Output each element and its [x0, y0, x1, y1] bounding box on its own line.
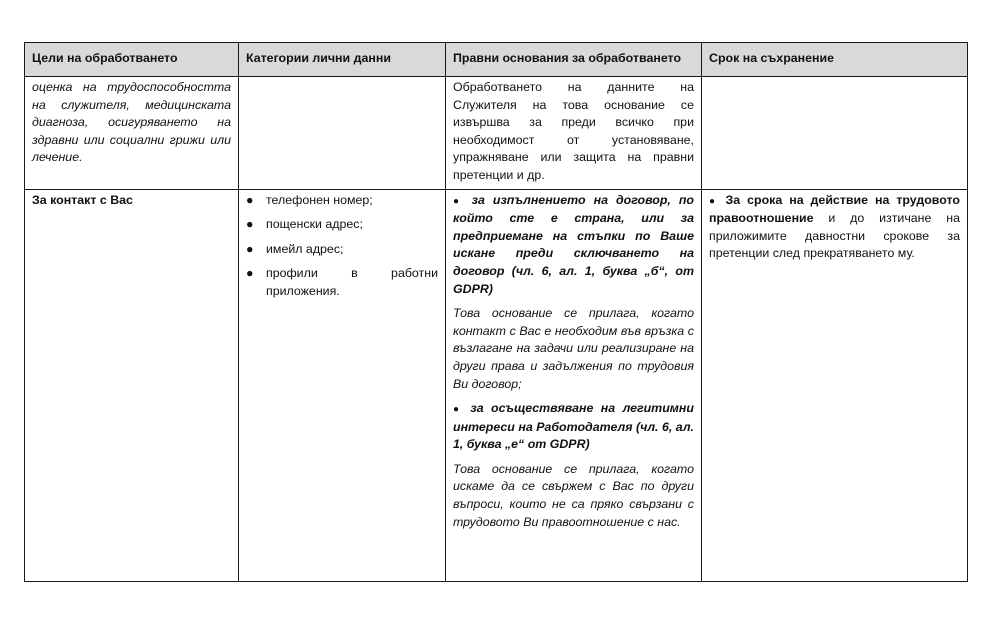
legal-basis-contract-text: Това основание се прилага, когато контакт с Вас е необходим във връзка с възлагане на задачи или реализиране на други права и задължения по трудовия Ви договор;: [453, 306, 694, 391]
bullet-icon: ●: [709, 195, 719, 207]
category-work-app-profiles: профили в работни приложения.: [266, 266, 438, 298]
retention-rest-text: и до изтичане на приложимите давностни срокове за претенции след прекратяването му.: [709, 211, 960, 261]
list-item: [246, 216, 438, 234]
table-row: [25, 77, 968, 190]
list-item: [246, 192, 438, 210]
legitimate-interest-text: за осъществяване на легитимни интереси на Работодателя (чл. 6, ал. 1, буква „е“ от GDPR): [453, 401, 694, 452]
row1-purpose-cell: оценка на трудоспособността на служителя, медицинската диагноза, осигуряването на здравни или социални грижи или лечение.: [25, 77, 239, 190]
list-item: [246, 265, 438, 300]
header-purpose: Цели на обработването: [25, 43, 239, 77]
bullet-icon: ●: [246, 192, 254, 207]
bullet-icon: ●: [246, 266, 254, 281]
legal-basis-contract-heading: [453, 192, 694, 299]
row2-categories-cell: [239, 189, 446, 581]
bullet-icon: ●: [453, 195, 464, 207]
header-legal-basis: Правни основания за обработването: [446, 43, 702, 77]
category-postal-address: пощенски адрес;: [266, 217, 363, 232]
table-header-row: [25, 43, 968, 77]
row1-retention-cell: [702, 77, 968, 190]
bullet-icon: ●: [246, 217, 254, 232]
bullet-icon: ●: [246, 241, 254, 256]
category-email: имейл адрес;: [266, 241, 344, 256]
table-row: [25, 189, 968, 581]
header-categories: Категории лични данни: [239, 43, 446, 77]
row1-legal-basis-cell: Обработването на данните на Служителя на това основание се извършва за преди всичко при необходимост от установяване, упражняване или защита на правни претенции и др.: [446, 77, 702, 190]
legal-basis-legitimate-interest-text: Това основание се прилага, когато искаме да се свържем с Вас по други въпроси, които не са пряко свързани с трудовото Ви правоотношение с нас.: [453, 461, 694, 529]
category-phone: телефонен номер;: [266, 192, 373, 207]
data-processing-table: [24, 42, 968, 582]
row2-legal-basis-cell: [446, 189, 702, 581]
legal-basis-legitimate-interest-heading: [453, 400, 694, 454]
row2-purpose-cell: За контакт с Вас: [25, 189, 239, 581]
retention-bold-text: За срока на действие на трудовото правоотношение: [709, 192, 960, 226]
header-retention: Срок на съхранение: [702, 43, 968, 77]
row1-categories-cell: [239, 77, 446, 190]
row2-retention-cell: [702, 189, 968, 581]
contract-basis-text: за изпълнението на договор, по който сте е страна, или за предприемане на стъпки по Ваше искане преди сключването на договор (чл. 6, ал. 1, буква „б“, от GDPR): [453, 192, 694, 296]
bullet-icon: ●: [453, 404, 464, 416]
list-item: [246, 241, 438, 259]
categories-list: [246, 192, 438, 301]
